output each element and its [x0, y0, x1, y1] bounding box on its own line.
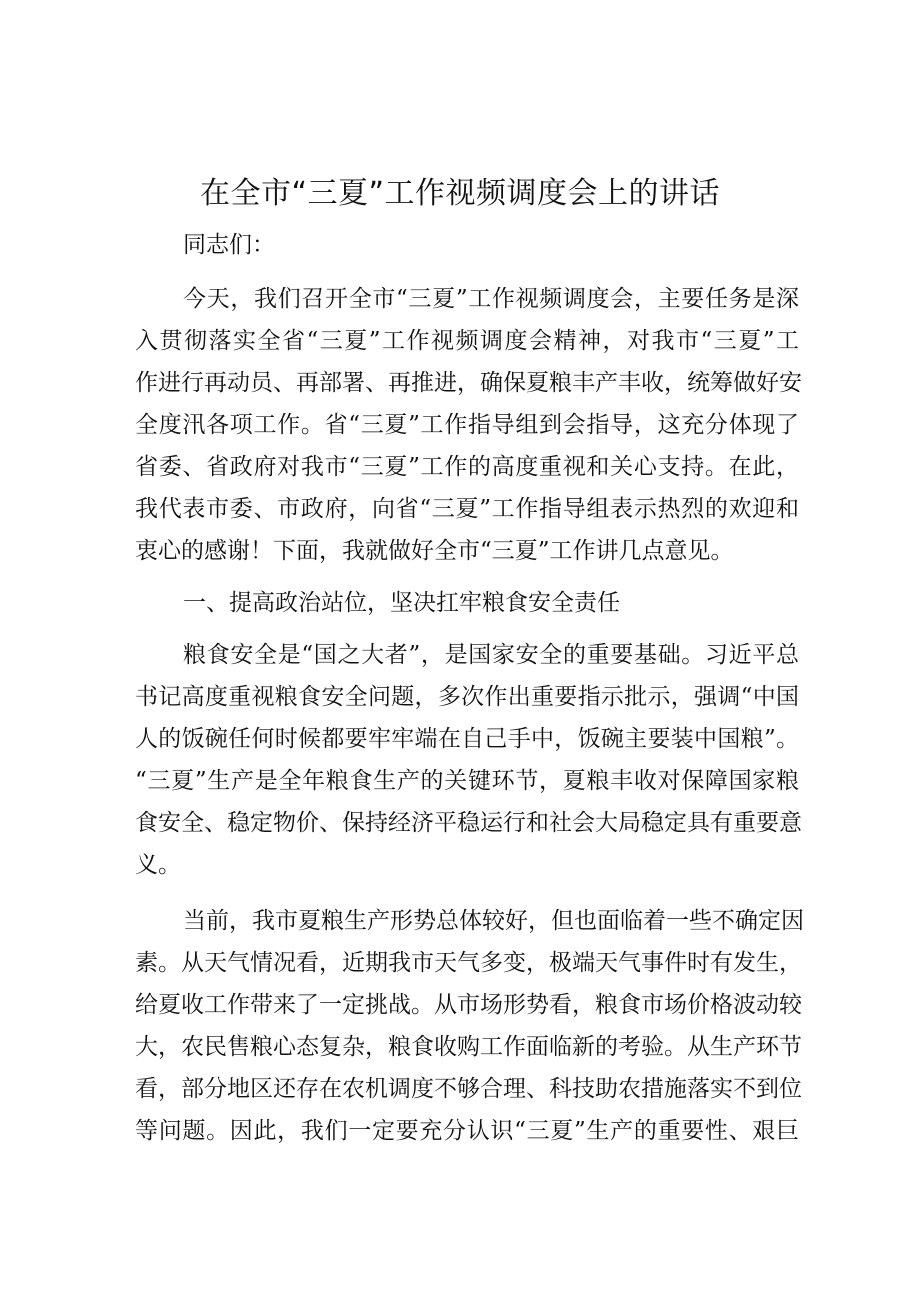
paragraph-2-line: 义。 [135, 852, 181, 878]
document-title: 在全市“三夏”工作视频调度会上的讲话 [199, 176, 721, 211]
paragraph-2-line: 书记高度重视粮食安全问题，多次作出重要指示批示，强调“中国 [135, 684, 799, 710]
paragraph-3-line: 当前，我市夏粮生产形势总体较好，但也面临着一些不确定因 [183, 908, 804, 934]
paragraph-3-line: 看，部分地区还存在农机调度不够合理、科技助农措施落实不到位 [135, 1076, 802, 1102]
paragraph-3-line: 等问题。因此，我们一定要充分认识“三夏”生产的重要性、艰巨 [135, 1118, 799, 1144]
paragraph-1-line: 今天，我们召开全市“三夏”工作视频调度会，主要任务是深 [183, 286, 799, 312]
paragraph-2-line: 粮食安全是“国之大者”，是国家安全的重要基础。习近平总 [183, 642, 799, 668]
paragraph-1-line: 我代表市委、市政府，向省“三夏”工作指导组表示热烈的欢迎和 [135, 496, 799, 522]
paragraph-3-line: 素。从天气情况看，近期我市天气多变，极端天气事件时有发生， [135, 950, 802, 976]
paragraph-1-line: 省委、省政府对我市“三夏”工作的高度重视和关心支持。在此， [135, 454, 799, 480]
paragraph-1-line: 全度汛各项工作。省“三夏”工作指导组到会指导，这充分体现了 [135, 412, 799, 438]
section-heading: 一、提高政治站位，坚决扛牢粮食安全责任 [183, 590, 620, 616]
paragraph-1-line: 作进行再动员、再部署、再推进，确保夏粮丰产丰收，统筹做好安 [135, 370, 802, 396]
paragraph-2-line: “三夏”生产是全年粮食生产的关键环节，夏粮丰收对保障国家粮 [135, 768, 799, 794]
paragraph-1-line: 衷心的感谢！下面，我就做好全市“三夏”工作讲几点意见。 [135, 538, 734, 564]
paragraph-3-line: 给夏收工作带来了一定挑战。从市场形势看，粮食市场价格波动较 [135, 992, 802, 1018]
salutation: 同志们： [183, 232, 275, 258]
paragraph-2-line: 食安全、稳定物价、保持经济平稳运行和社会大局稳定具有重要意 [135, 810, 802, 836]
paragraph-1-line: 入贯彻落实全省“三夏”工作视频调度会精神，对我市“三夏”工 [135, 328, 799, 354]
paragraph-2-line: 人的饭碗任何时候都要牢牢端在自己手中，饭碗主要装中国粮”。 [135, 726, 799, 752]
paragraph-3-line: 大，农民售粮心态复杂，粮食收购工作面临新的考验。从生产环节 [135, 1034, 802, 1060]
